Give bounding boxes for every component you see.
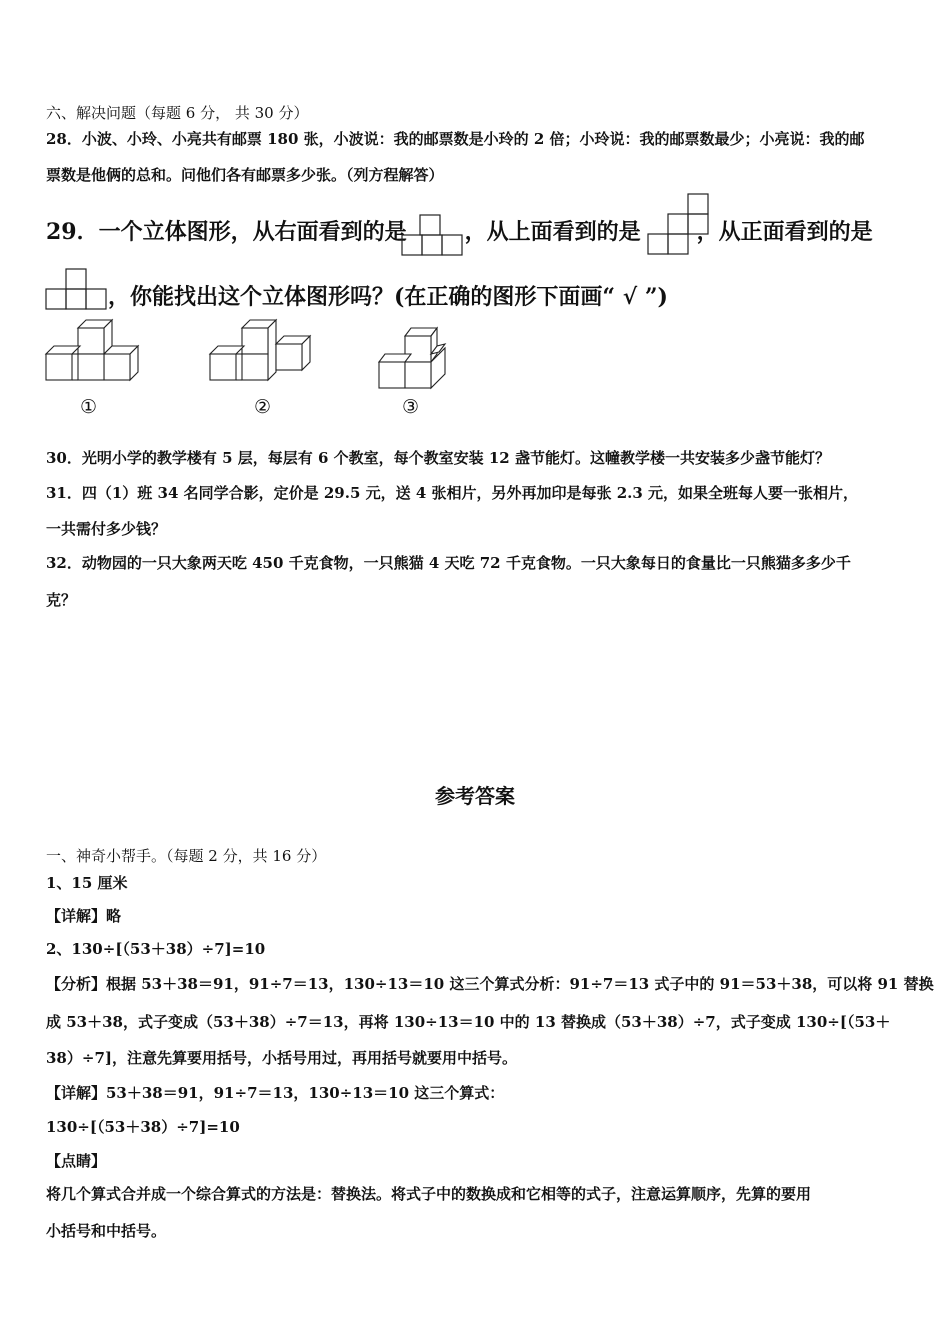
q30: 30．光明小学的教学楼有 5 层，每层有 6 个教室，每个教室安装 12 盏节能灯。这幢教学楼一共安装多少盏节能灯？ xyxy=(46,449,830,467)
q29-text-front: ，从正面看到的是 xyxy=(696,219,873,245)
answer-2-analysis-2: 成 53＋38，式子变成（53＋38）÷7＝13，再将 130÷13＝10 中的 13 替换成（53＋38）÷7，式子变成 130÷[（53＋ xyxy=(46,1013,891,1031)
answer-1-detail: 【详解】略 xyxy=(46,907,122,925)
q29-text-top: ，从上面看到的是 xyxy=(464,219,641,245)
q28-line-1: 28．小波、小玲、小亮共有邮票 180 张，小波说：我的邮票数是小玲的 2 倍；小玲说：我的邮票数最少；小亮说：我的邮 xyxy=(46,130,865,148)
answer-2-point: 【点睛】 xyxy=(46,1152,107,1170)
answer-1: 1、15 厘米 xyxy=(46,874,128,892)
q29-line-2 xyxy=(108,280,668,311)
answer-2-analysis-1: 【分析】根据 53＋38＝91，91÷7＝13，130÷13＝10 这三个算式分析：91÷7＝13 式子中的 91＝53＋38，可以将 91 替换 xyxy=(46,975,934,993)
q31-line-2: 一共需付多少钱？ xyxy=(46,520,167,538)
q32-line-2: 克？ xyxy=(46,591,77,609)
q32-line-1: 32．动物园的一只大象两天吃 450 千克食物，一只熊猫 4 天吃 72 千克食物。一只大象每日的食量比一只熊猫多多少千 xyxy=(46,554,851,572)
option-2-label: ② xyxy=(254,396,272,418)
answer-2-point-2: 小括号和中括号。 xyxy=(46,1222,167,1240)
section-header: 六、解决问题（每题 6 分， 共 30 分） xyxy=(46,104,309,122)
answer-2-formula: 130÷[（53＋38）÷7]=10 xyxy=(46,1118,240,1136)
q29-label: 29．一个立体图形，从右面看到的是 xyxy=(46,219,407,245)
answer-2-analysis-3: 38）÷7]，注意先算要用括号，小括号用过，再用括号就要用中括号。 xyxy=(46,1049,517,1067)
option-3-label: ③ xyxy=(402,396,420,418)
right-view-figure xyxy=(402,213,466,257)
option-2-figure xyxy=(208,318,318,390)
answer-2: 2、130÷[（53＋38）÷7]=10 xyxy=(46,940,266,958)
option-1-figure xyxy=(44,318,144,390)
answer-2-detail: 【详解】53＋38＝91，91÷7＝13，130÷13＝10 这三个算式： xyxy=(46,1084,505,1102)
option-3-figure xyxy=(377,326,457,390)
option-1-label: ① xyxy=(80,396,98,418)
answer-2-point-1: 将几个算式合并成一个综合算式的方法是：替换法。将式子中的数换成和它相等的式子，注意运算顺序，先算的要用 xyxy=(46,1185,812,1203)
front-view-figure xyxy=(46,268,108,312)
top-view-figure xyxy=(648,193,714,257)
q28-line-2: 票数是他俩的总和。问他们各有邮票多少张。（列方程解答） xyxy=(46,166,444,184)
answers-title: 参考答案 xyxy=(435,784,515,808)
q29-instruction: ，你能找出这个立体图形吗？(在正确的图形下面画“ √ ”) xyxy=(108,284,668,310)
q31-line-1: 31．四（1）班 34 名同学合影，定价是 29.5 元，送 4 张相片，另外再加印是每张 2.3 元，如果全班每人要一张相片， xyxy=(46,484,859,502)
answers-section1-header: 一、神奇小帮手。（每题 2 分，共 16 分） xyxy=(46,847,327,865)
